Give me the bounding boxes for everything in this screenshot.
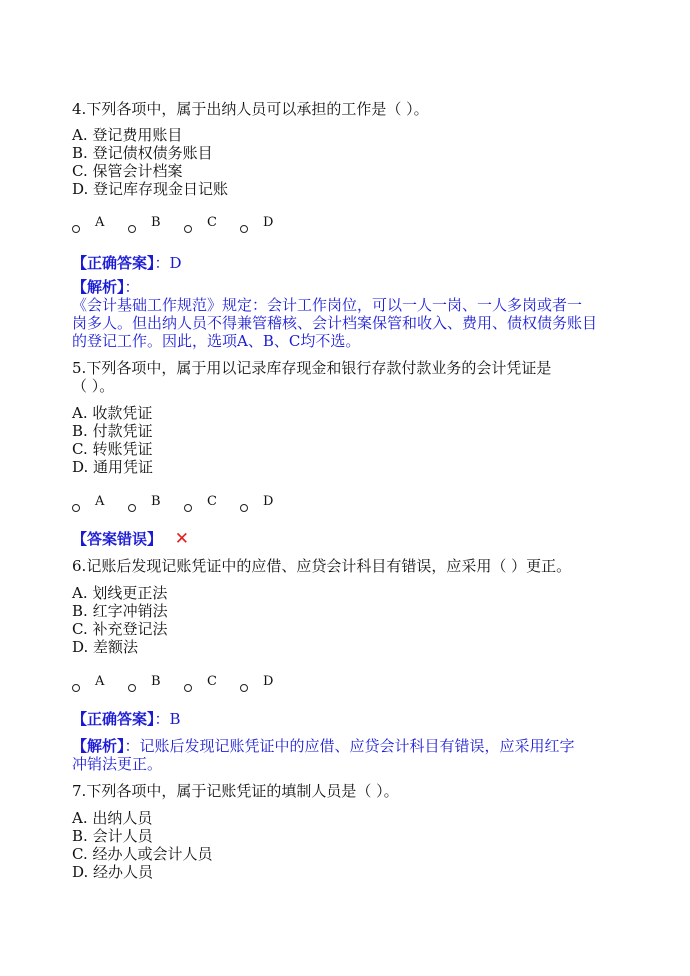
question-stem-text: 下列各项中，属于出纳人员可以承担的工作是（ ）。 [86, 100, 429, 118]
option-key: D. [72, 180, 89, 198]
option-key: C. [72, 620, 88, 638]
analysis-text: ：记账后发现记账凭证中的应借、应贷会计科目有错误，应采用红字 [124, 737, 575, 755]
option-key: A. [72, 126, 88, 144]
question-4-stem [72, 100, 429, 118]
radio-label-b: B [151, 494, 161, 509]
radio-c[interactable] [184, 684, 192, 692]
option-text: 收款凭证 [92, 404, 153, 422]
question-6-option-b [72, 602, 168, 620]
radio-label-a: A [95, 494, 105, 509]
analysis-label: 【解析】 [72, 737, 125, 755]
question-5-option-c [72, 440, 153, 458]
correct-answer-value: ：D [154, 254, 182, 272]
question-4-correct-answer [72, 254, 182, 272]
option-text: 登记费用账目 [92, 126, 183, 144]
question-4-option-c [72, 162, 183, 180]
radio-c[interactable] [184, 225, 192, 233]
question-4-analysis-heading [72, 278, 140, 296]
option-key: A. [72, 809, 88, 827]
option-text: 划线更正法 [92, 584, 168, 602]
radio-d[interactable] [240, 504, 248, 512]
option-key: B. [72, 144, 88, 162]
radio-label-d: D [263, 494, 274, 509]
question-6-answer-choices [72, 674, 372, 697]
wrong-answer-label: 【答案错误】 [72, 530, 163, 548]
question-4-analysis-line-3: 的登记工作。因此，选项A、B、C均不选。 [72, 332, 361, 350]
option-key: C. [72, 440, 88, 458]
radio-a[interactable] [72, 225, 80, 233]
question-7-option-a [72, 809, 152, 827]
question-5-option-a [72, 404, 152, 422]
radio-label-d: D [263, 215, 274, 230]
question-6-option-d [72, 638, 138, 656]
question-6-correct-answer [72, 710, 181, 728]
analysis-label: 【解析】 [72, 278, 125, 296]
option-text: 登记库存现金日记账 [93, 180, 229, 198]
question-5-option-b [72, 422, 153, 440]
radio-label-c: C [207, 674, 217, 689]
option-key: D. [72, 638, 89, 656]
option-text: 红字冲销法 [92, 602, 168, 620]
question-7-option-d [72, 863, 153, 881]
question-7-option-c [72, 845, 213, 863]
option-text: 差额法 [93, 638, 139, 656]
question-5-stem-line-2: （ ）。 [72, 377, 115, 395]
correct-answer-label: 【正确答案】 [72, 710, 155, 728]
correct-answer-value: ：B [154, 710, 181, 728]
wrong-x-icon: ✕ [174, 529, 190, 549]
question-6-analysis-line-1 [72, 737, 575, 755]
radio-label-b: B [151, 215, 161, 230]
question-number: 5. [72, 359, 87, 377]
option-text: 保管会计档案 [92, 162, 183, 180]
option-text: 会计人员 [92, 827, 153, 845]
question-6-option-c [72, 620, 168, 638]
question-5-answer-choices [72, 494, 372, 517]
question-4-option-b [72, 144, 213, 162]
question-number: 7. [72, 782, 87, 800]
radio-d[interactable] [240, 225, 248, 233]
question-4-answer-choices [72, 215, 372, 238]
correct-answer-label: 【正确答案】 [72, 254, 155, 272]
question-6-analysis-line-2: 冲销法更正。 [72, 755, 163, 773]
option-key: B. [72, 827, 88, 845]
analysis-colon: ： [124, 278, 140, 296]
question-4-option-a [72, 126, 182, 144]
option-text: 付款凭证 [92, 422, 153, 440]
question-7-stem [72, 782, 399, 800]
option-key: B. [72, 422, 88, 440]
radio-label-a: A [95, 674, 105, 689]
option-key: C. [72, 162, 88, 180]
question-6-option-a [72, 584, 167, 602]
option-key: D. [72, 863, 89, 881]
option-text: 登记债权债务账目 [92, 144, 213, 162]
option-key: C. [72, 845, 88, 863]
radio-a[interactable] [72, 504, 80, 512]
radio-label-c: C [207, 494, 217, 509]
question-5-stem-line-1 [72, 359, 551, 377]
radio-b[interactable] [128, 684, 136, 692]
question-stem-text: 记账后发现记账凭证中的应借、应贷会计科目有错误，应采用（ ）更正。 [86, 557, 572, 575]
question-4-analysis-line-1: 《会计基础工作规范》规定：会计工作岗位，可以一人一岗、一人多岗或者一 [72, 296, 583, 314]
option-key: A. [72, 404, 88, 422]
radio-label-b: B [151, 674, 161, 689]
radio-c[interactable] [184, 504, 192, 512]
radio-label-d: D [263, 674, 274, 689]
radio-label-a: A [95, 215, 105, 230]
question-stem-text: 下列各项中，属于记账凭证的填制人员是（ ）。 [86, 782, 399, 800]
option-key: D. [72, 458, 89, 476]
option-text: 补充登记法 [92, 620, 168, 638]
question-4-analysis-line-2: 岗多人。但出纳人员不得兼管稽核、会计档案保管和收入、费用、债权债务账目 [72, 314, 598, 332]
radio-b[interactable] [128, 504, 136, 512]
radio-label-c: C [207, 215, 217, 230]
question-stem-text: 下列各项中，属于用以记录库存现金和银行存款付款业务的会计凭证是 [86, 359, 552, 377]
option-text: 经办人或会计人员 [92, 845, 213, 863]
question-number: 6. [72, 557, 87, 575]
option-key: B. [72, 602, 88, 620]
option-text: 转账凭证 [92, 440, 153, 458]
question-5-wrong-answer [72, 530, 189, 548]
radio-d[interactable] [240, 684, 248, 692]
radio-a[interactable] [72, 684, 80, 692]
option-text: 通用凭证 [93, 458, 154, 476]
question-number: 4. [72, 100, 87, 118]
question-4-option-d [72, 180, 228, 198]
option-text: 经办人员 [93, 863, 154, 881]
question-6-stem [72, 557, 571, 575]
question-7-option-b [72, 827, 153, 845]
option-text: 出纳人员 [92, 809, 153, 827]
question-5-option-d [72, 458, 153, 476]
radio-b[interactable] [128, 225, 136, 233]
option-key: A. [72, 584, 88, 602]
